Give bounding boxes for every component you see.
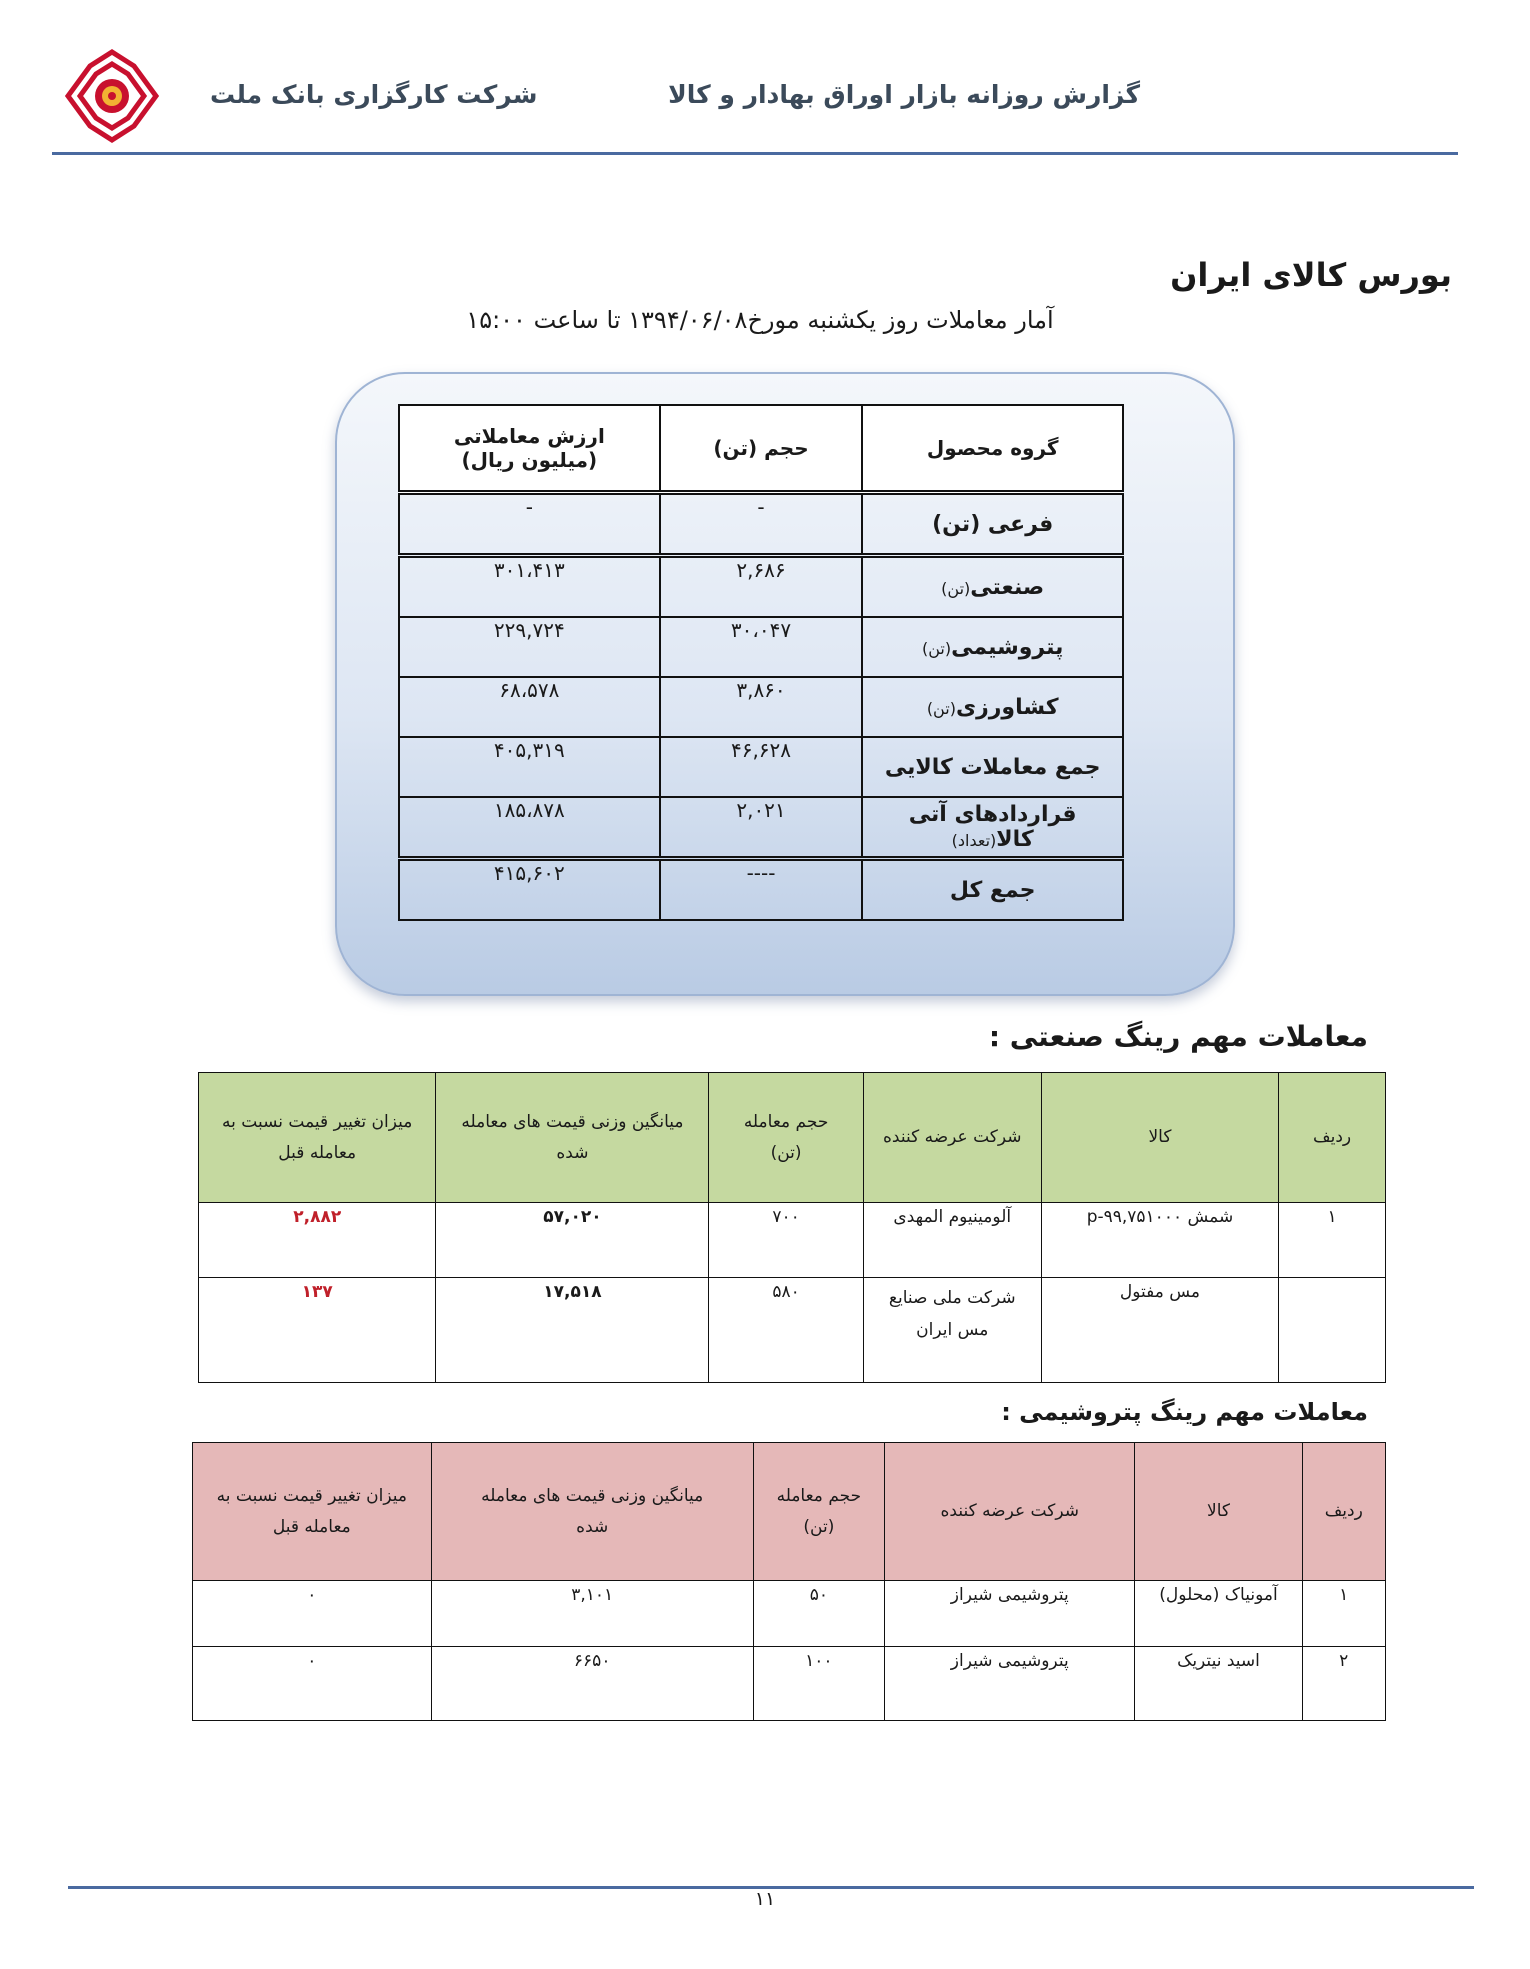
summary-row-value: - (399, 493, 660, 556)
cell-commodity: آمونیاک (محلول) (1135, 1581, 1302, 1647)
cell-commodity: اسید نیتریک (1135, 1647, 1302, 1721)
cell-price-change: ۰ (193, 1647, 432, 1721)
cell-volume: ۵۰ (753, 1581, 884, 1647)
cell-supplier: شرکت ملی صنایع مس ایران (863, 1278, 1041, 1383)
table-row (193, 1647, 1386, 1721)
summary-row-value: ۳۰۱،۴۱۳ (399, 556, 660, 618)
summary-row-value: ۲۲۹,۷۲۴ (399, 617, 660, 677)
summary-row-name: جمع کل (862, 859, 1123, 921)
cell-volume: ۷۰۰ (709, 1203, 863, 1278)
summary-header-volume: حجم (تن) (660, 405, 863, 493)
section-subtitle: آمار معاملات روز یکشنبه مورخ۱۳۹۴/۰۶/۰۸ تا ساعت ۱۵:۰۰ (466, 306, 1054, 334)
company-name: شرکت کارگزاری بانک ملت (210, 80, 538, 109)
header-avg-price: میانگین وزنی قیمت های معامله شده (436, 1073, 709, 1203)
header-row-number: ردیف (1279, 1073, 1386, 1203)
summary-header-group: گروه محصول (862, 405, 1123, 493)
cell-avg-price: ۶۶۵۰ (431, 1647, 753, 1721)
summary-row (399, 556, 1123, 618)
header-avg-price: میانگین وزنی قیمت های معامله شده (431, 1443, 753, 1581)
cell-commodity: مس مفتول (1041, 1278, 1278, 1383)
summary-row-volume: ۲,۶۸۶ (660, 556, 863, 618)
header-commodity: کالا (1041, 1073, 1278, 1203)
cell-row-number (1279, 1278, 1386, 1383)
summary-row (399, 493, 1123, 556)
header-supplier: شرکت عرضه کننده (884, 1443, 1135, 1581)
summary-row-name: فرعی (تن) (862, 493, 1123, 556)
header-price-change: میزان تغییر قیمت نسبت به معامله قبل (199, 1073, 436, 1203)
cell-supplier: پتروشیمی شیراز (884, 1581, 1135, 1647)
header-supplier: شرکت عرضه کننده (863, 1073, 1041, 1203)
cell-price-change: ۱۳۷ (199, 1278, 436, 1383)
summary-row (399, 737, 1123, 797)
header-commodity: کالا (1135, 1443, 1302, 1581)
cell-price-change: ۰ (193, 1581, 432, 1647)
summary-row-volume: ۴۶,۶۲۸ (660, 737, 863, 797)
summary-row-volume: ۲,۰۲۱ (660, 797, 863, 859)
summary-header-value-line2: (میلیون ریال) (461, 448, 598, 472)
cell-row-number: ۱ (1279, 1203, 1386, 1278)
summary-row-value: ۴۱۵,۶۰۲ (399, 859, 660, 921)
summary-row-volume: ۳,۸۶۰ (660, 677, 863, 737)
table-row (199, 1278, 1386, 1383)
table-row (193, 1581, 1386, 1647)
petro-header-row (193, 1443, 1386, 1581)
industrial-ring-title: معاملات مهم رینگ صنعتی : (988, 1020, 1368, 1053)
cell-avg-price: ۵۷,۰۲۰ (436, 1203, 709, 1278)
header-rule (52, 152, 1458, 155)
page-number: ۱۱ (754, 1888, 776, 1910)
table-row (199, 1203, 1386, 1278)
cell-avg-price: ۱۷,۵۱۸ (436, 1278, 709, 1383)
summary-row-value: ۶۸،۵۷۸ (399, 677, 660, 737)
summary-header-value-line1: ارزش معاملاتی (453, 424, 605, 448)
summary-row-name: کشاورزی(تن) (862, 677, 1123, 737)
header-price-change: میزان تغییر قیمت نسبت به معامله قبل (193, 1443, 432, 1581)
cell-price-change: ۲,۸۸۲ (199, 1203, 436, 1278)
summary-header-row (399, 405, 1123, 493)
cell-row-number: ۱ (1302, 1581, 1386, 1647)
summary-row (399, 617, 1123, 677)
summary-row-volume: ---- (660, 859, 863, 921)
petro-ring-table (192, 1442, 1386, 1721)
summary-row (399, 677, 1123, 737)
cell-avg-price: ۳,۱۰۱ (431, 1581, 753, 1647)
industrial-header-row (199, 1073, 1386, 1203)
cell-row-number: ۲ (1302, 1647, 1386, 1721)
summary-row (399, 797, 1123, 859)
summary-row-value: ۴۰۵,۳۱۹ (399, 737, 660, 797)
bank-mellat-logo (64, 48, 160, 144)
summary-header-value (399, 405, 660, 493)
summary-row-name: قراردادهای آتی کالا(تعداد) (862, 797, 1123, 859)
cell-supplier: آلومینیوم المهدی (863, 1203, 1041, 1278)
header-volume: حجم معامله (تن) (753, 1443, 884, 1581)
summary-row-value: ۱۸۵،۸۷۸ (399, 797, 660, 859)
summary-row-name: جمع معاملات کالایی (862, 737, 1123, 797)
report-title: گزارش روزانه بازار اوراق بهادار و کالا (668, 80, 1140, 109)
cell-supplier: پتروشیمی شیراز (884, 1647, 1135, 1721)
section-title: بورس کالای ایران (1170, 256, 1452, 294)
cell-volume: ۵۸۰ (709, 1278, 863, 1383)
summary-table (398, 404, 1124, 921)
summary-row-volume: - (660, 493, 863, 556)
header-row-number: ردیف (1302, 1443, 1386, 1581)
summary-row-volume: ۳۰،۰۴۷ (660, 617, 863, 677)
header-volume: حجم معامله (تن) (709, 1073, 863, 1203)
summary-row-name: پتروشیمی(تن) (862, 617, 1123, 677)
petro-ring-title: معاملات مهم رینگ پتروشیمی : (1001, 1398, 1368, 1426)
industrial-ring-table (198, 1072, 1386, 1383)
summary-row-total (399, 859, 1123, 921)
cell-volume: ۱۰۰ (753, 1647, 884, 1721)
summary-row-name: صنعتی(تن) (862, 556, 1123, 618)
cell-commodity: شمش p-۹۹,۷۵۱۰۰۰ (1041, 1203, 1278, 1278)
